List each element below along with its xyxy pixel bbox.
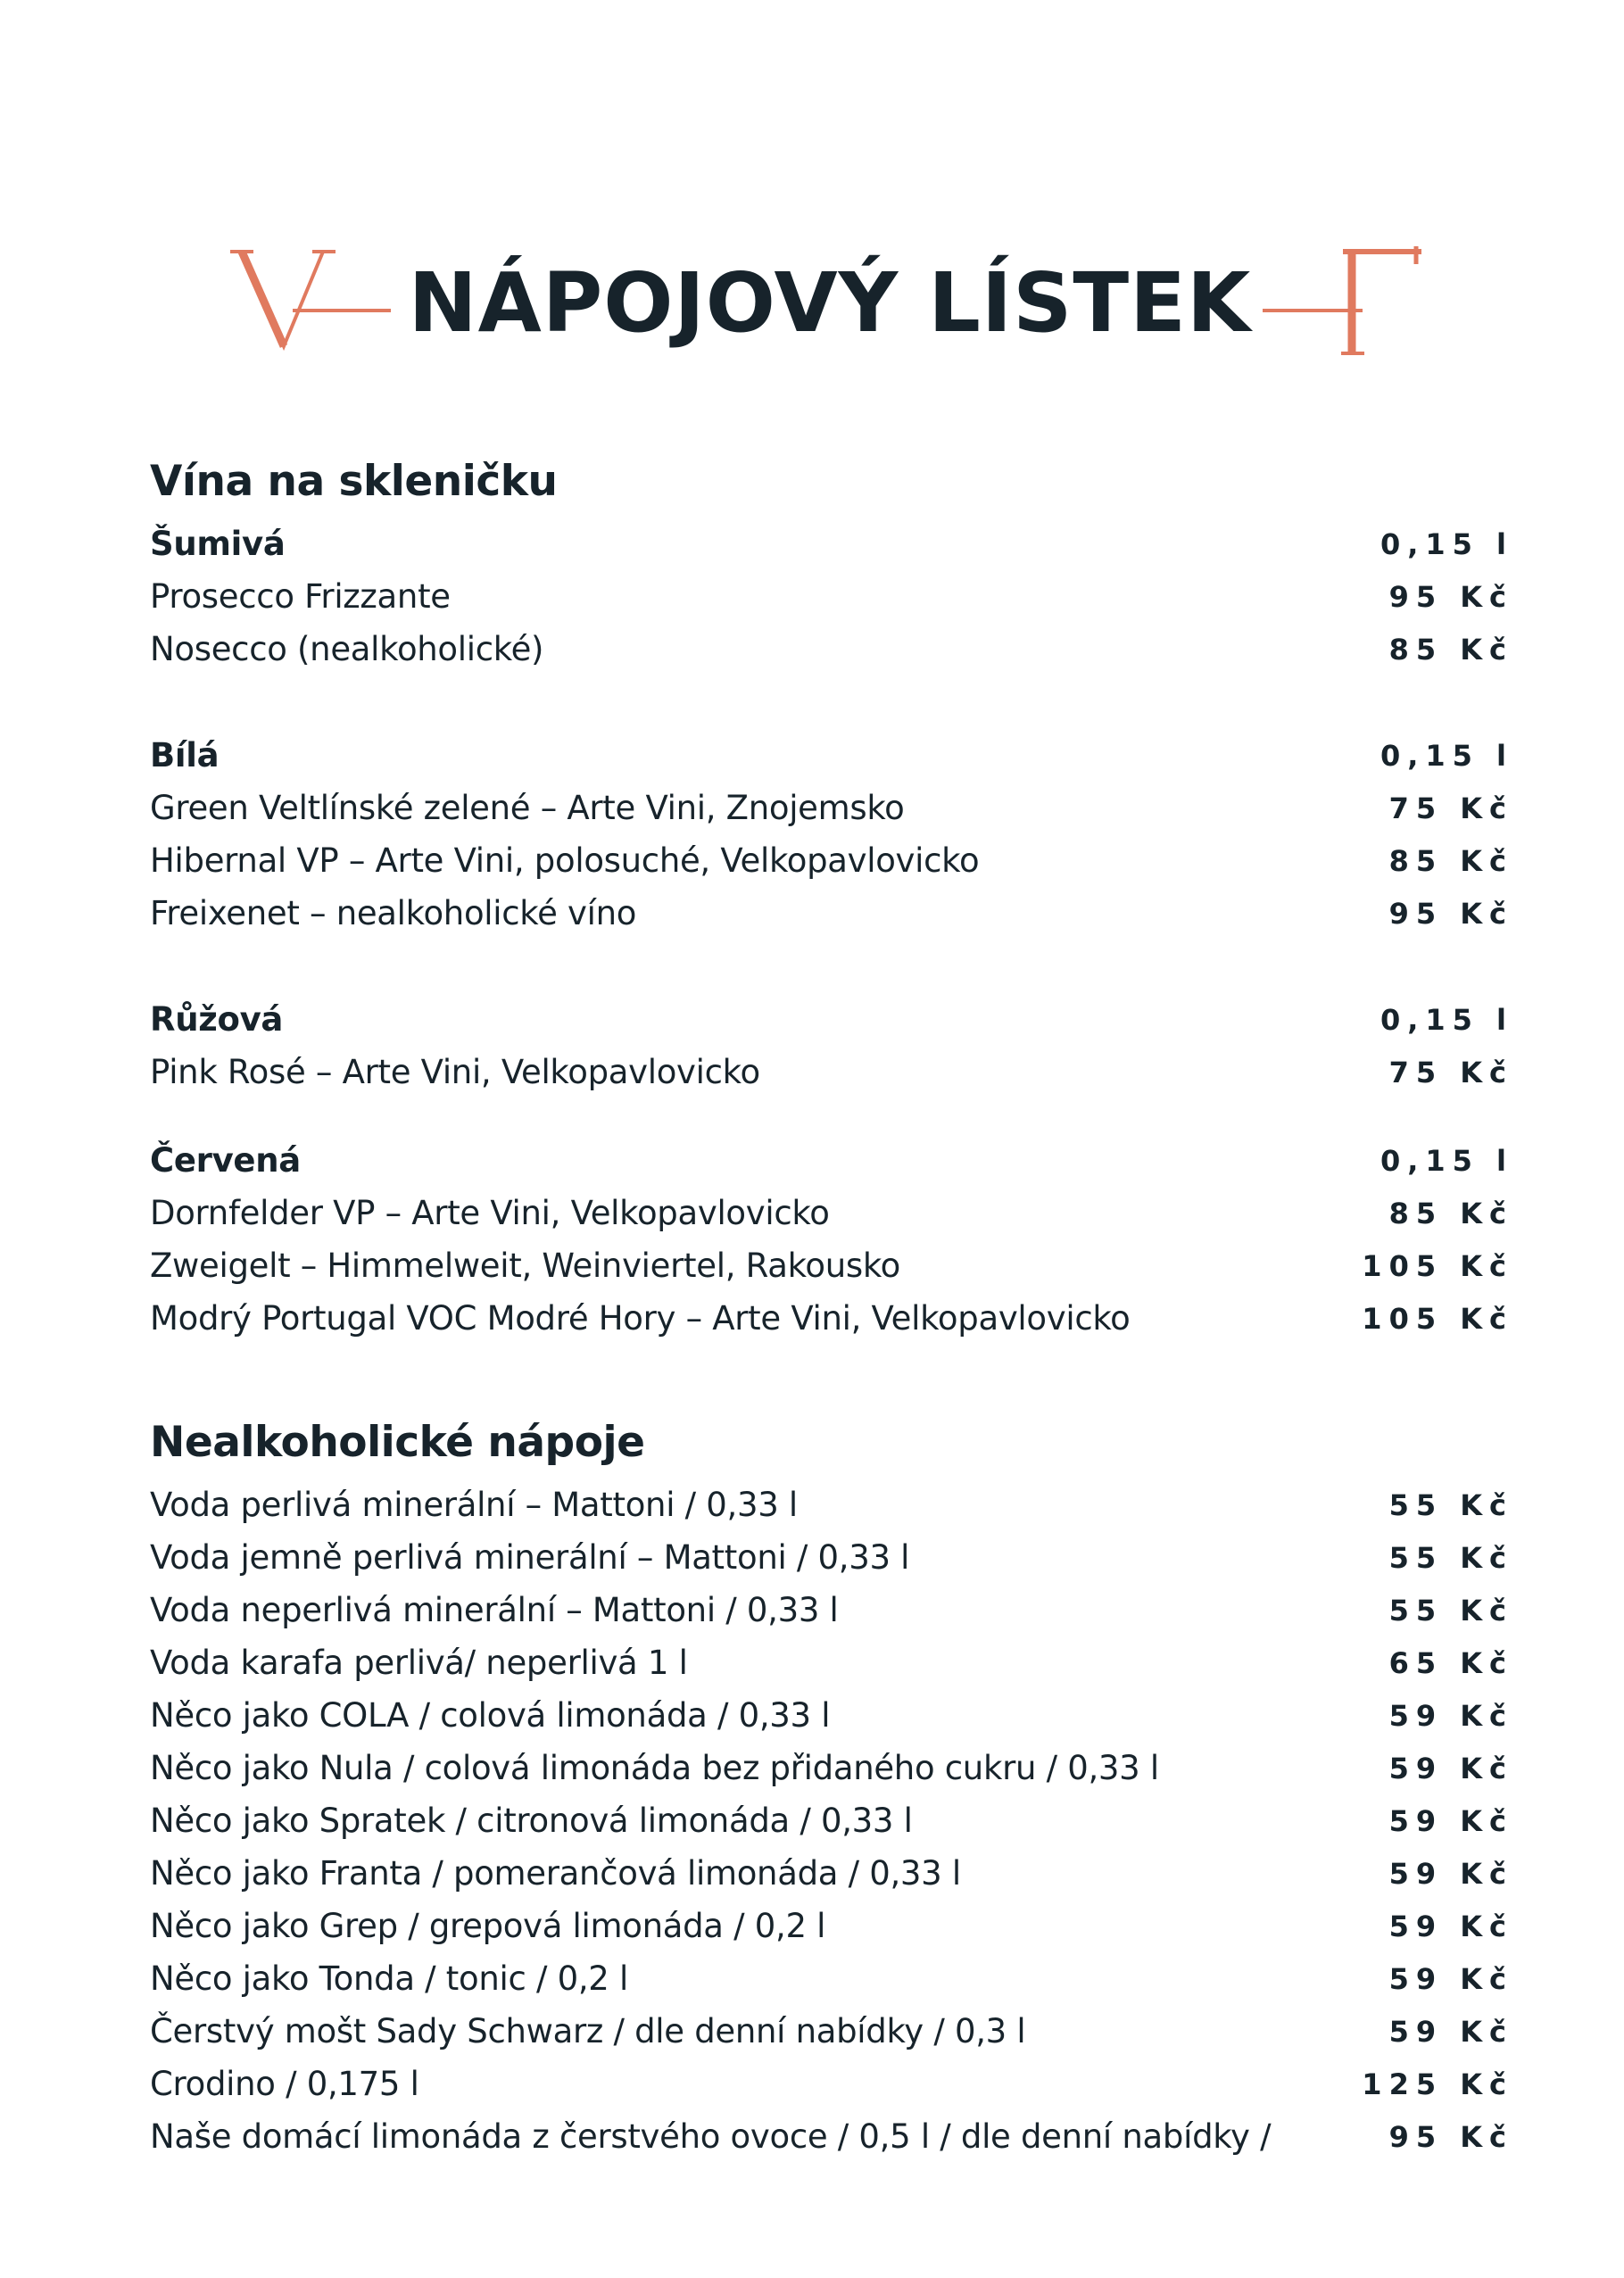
item-name: Pink Rosé – Arte Vini, Velkopavlovicko [150, 1053, 760, 1091]
item-name: Prosecco Frizzante [150, 577, 451, 616]
group-unit: 0,15 l [1380, 738, 1513, 773]
menu-item [150, 1636, 1513, 1689]
item-price: 55 Kč [1388, 1540, 1513, 1575]
item-price: 105 Kč [1362, 1301, 1513, 1336]
item-price: 65 Kč [1388, 1645, 1513, 1680]
item-price: 85 Kč [1388, 1196, 1513, 1230]
group-header [150, 518, 1513, 570]
spacer [150, 940, 1506, 993]
item-name: Něco jako Nula / colová limonáda bez přidaného cukru / 0,33 l [150, 1749, 1159, 1787]
menu-header [0, 241, 1624, 375]
item-name: Green Veltlínské zelené – Arte Vini, Znojemsko [150, 789, 905, 827]
item-price: 59 Kč [1388, 1803, 1513, 1838]
menu-item [150, 782, 1513, 834]
page-title: NÁPOJOVÝ LÍSTEK [408, 255, 1252, 351]
menu-item [150, 1531, 1513, 1584]
item-name: Modrý Portugal VOC Modré Hory – Arte Vini, Velkopavlovicko [150, 1299, 1131, 1338]
item-name: Něco jako Grep / grepová limonáda / 0,2 l [150, 1907, 826, 1945]
wine-group-white [150, 729, 1513, 940]
menu-item [150, 1187, 1513, 1239]
item-name: Čerstvý mošt Sady Schwarz / dle denní nabídky / 0,3 l [150, 2012, 1026, 2050]
menu-item [150, 1742, 1513, 1794]
menu-item [150, 1900, 1513, 1952]
menu-content [150, 453, 1513, 2163]
item-price: 59 Kč [1388, 2014, 1513, 2049]
item-price: 75 Kč [1388, 791, 1513, 825]
menu-item [150, 570, 1513, 623]
group-unit: 0,15 l [1380, 1002, 1513, 1037]
item-name: Naše domácí limonáda z čerstvého ovoce / 0,5 l / dle denní nabídky / [150, 2117, 1272, 2156]
item-name: Zweigelt – Himmelweit, Weinviertel, Rakousko [150, 1247, 900, 1285]
item-price: 85 Kč [1388, 632, 1513, 667]
item-price: 95 Kč [1388, 2119, 1513, 2154]
group-name: Šumivá [150, 525, 286, 563]
item-price: 59 Kč [1388, 1961, 1513, 1996]
menu-item [150, 1239, 1513, 1292]
item-price: 59 Kč [1388, 1751, 1513, 1785]
menu-item [150, 623, 1513, 675]
spacer [150, 675, 1506, 729]
item-name: Něco jako Tonda / tonic / 0,2 l [150, 1959, 628, 1998]
item-name: Crodino / 0,175 l [150, 2065, 419, 2103]
menu-item [150, 834, 1513, 887]
menu-item [150, 2005, 1513, 2058]
group-header [150, 993, 1513, 1046]
item-price: 55 Kč [1388, 1593, 1513, 1628]
item-price: 125 Kč [1362, 2067, 1513, 2101]
menu-item [150, 1689, 1513, 1742]
group-name: Červená [150, 1141, 301, 1180]
group-header [150, 1134, 1513, 1187]
menu-item [150, 887, 1513, 940]
group-unit: 0,15 l [1380, 526, 1513, 561]
menu-item [150, 1479, 1513, 1531]
wine-group-rose [150, 993, 1513, 1098]
wine-group-sparkling [150, 518, 1513, 675]
section-title-wines: Vína na skleničku [150, 457, 558, 506]
item-name: Něco jako Spratek / citronová limonáda / 0,33 l [150, 1802, 913, 1840]
item-name: Voda jemně perlivá minerální – Mattoni / 0,33 l [150, 1538, 910, 1577]
item-price: 55 Kč [1388, 1487, 1513, 1522]
menu-item [150, 1847, 1513, 1900]
logo-f-mark [1263, 244, 1423, 360]
item-price: 85 Kč [1388, 843, 1513, 878]
menu-item [150, 2110, 1513, 2163]
item-name: Dornfelder VP – Arte Vini, Velkopavlovicko [150, 1194, 830, 1232]
menu-item [150, 1292, 1513, 1345]
menu-item [150, 1952, 1513, 2005]
item-name: Voda neperlivá minerální – Mattoni / 0,33 l [150, 1591, 839, 1629]
item-name: Voda perlivá minerální – Mattoni / 0,33 l [150, 1486, 798, 1524]
item-name: Nosecco (nealkoholické) [150, 630, 544, 668]
menu-item [150, 1794, 1513, 1847]
menu-item [150, 1584, 1513, 1636]
item-price: 59 Kč [1388, 1856, 1513, 1891]
spacer [150, 1098, 1506, 1134]
item-price: 59 Kč [1388, 1909, 1513, 1943]
logo-v-mark [230, 241, 400, 357]
item-name: Freixenet – nealkoholické víno [150, 894, 637, 932]
item-name: Něco jako Franta / pomerančová limonáda / 0,33 l [150, 1854, 961, 1893]
item-price: 75 Kč [1388, 1055, 1513, 1089]
item-price: 95 Kč [1388, 896, 1513, 931]
group-header [150, 729, 1513, 782]
item-name: Něco jako COLA / colová limonáda / 0,33 l [150, 1696, 831, 1735]
menu-item [150, 1046, 1513, 1098]
item-price: 59 Kč [1388, 1698, 1513, 1733]
group-name: Růžová [150, 1000, 284, 1039]
group-name: Bílá [150, 736, 220, 775]
menu-item [150, 2058, 1513, 2110]
item-price: 95 Kč [1388, 579, 1513, 614]
item-price: 105 Kč [1362, 1248, 1513, 1283]
group-unit: 0,15 l [1380, 1143, 1513, 1178]
section-title-soft-drinks: Nealkoholické nápoje [150, 1418, 645, 1467]
item-name: Hibernal VP – Arte Vini, polosuché, Velkopavlovicko [150, 841, 980, 880]
spacer [150, 1345, 1506, 1414]
wine-group-red [150, 1134, 1513, 1345]
item-name: Voda karafa perlivá/ neperlivá 1 l [150, 1644, 688, 1682]
soft-drinks-list [150, 1479, 1513, 2163]
